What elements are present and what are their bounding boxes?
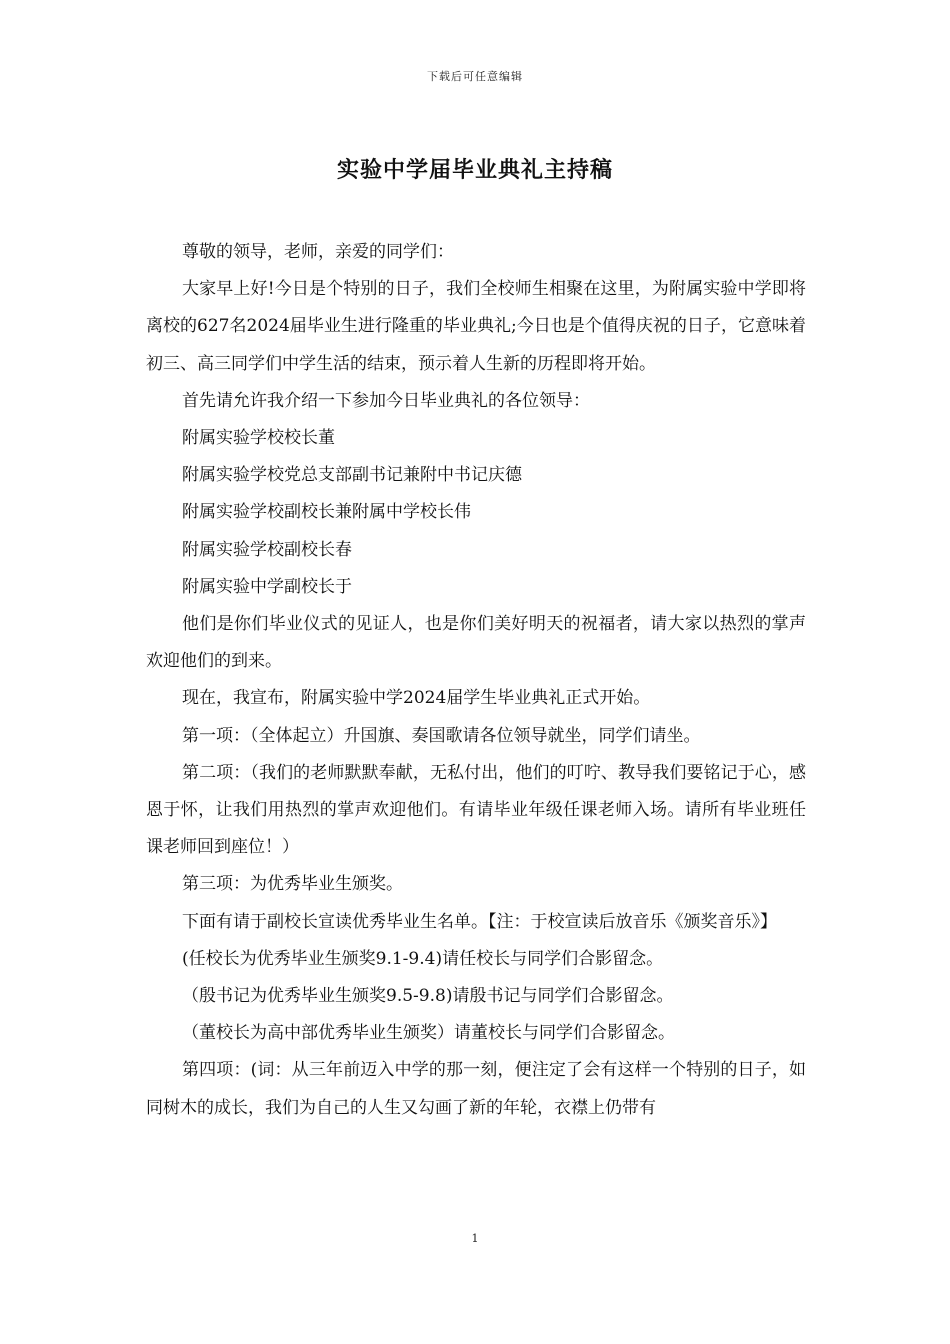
paragraph: 附属实验学校校长董 [182,428,335,449]
paragraph: 附属实验学校副校长春 [182,539,352,560]
paragraph: 第二项：（我们的老师默默奉献，无私付出，他们的叮咛、教导我们要铭记于心，感恩于怀，让我们用热烈的掌声欢迎他们。有请毕业年级任课老师入场。请所有毕业班任课老师回到座位！） [146,762,806,858]
paragraph: （殷书记为优秀毕业生颁奖9.5-9.8)请殷书记与同学们合影留念。 [182,986,674,1007]
page-header-note: 下载后可任意编辑 [427,70,523,83]
paragraph: 第一项：（全体起立）升国旗、奏国歌请各位领导就坐，同学们请坐。 [182,725,701,746]
paragraph: 首先请允许我介绍一下参加今日毕业典礼的各位领导： [182,390,590,411]
paragraph: （董校长为高中部优秀毕业生颁奖）请董校长与同学们合影留念。 [182,1023,675,1044]
paragraph: (任校长为优秀毕业生颁奖9.1-9.4)请任校长与同学们合影留念。 [182,948,664,969]
document-title: 实验中学届毕业典礼主持稿 [336,157,613,183]
paragraph: 大家早上好!今日是个特别的日子，我们全校师生相聚在这里，为附属实验中学即将离校的627名2024届毕业生进行隆重的毕业典礼;今日也是个值得庆祝的日子，它意味着初三、高三同学们中学生活的结束，预示着人生新的历程即将开始。 [146,279,806,374]
paragraph: 下面有请于副校长宣读优秀毕业生名单。【注：于校宣读后放音乐《颁奖音乐》】 [182,911,777,932]
paragraph: 附属实验学校党总支部副书记兼附中书记庆德 [182,465,522,486]
paragraph: 第四项：(词：从三年前迈入中学的那一刻，便注定了会有这样一个特别的日子，如同树木的成长，我们为自己的人生又勾画了新的年轮，衣襟上仍带有 [146,1060,806,1118]
paragraph: 现在，我宣布，附属实验中学2024届学生毕业典礼正式开始。 [182,688,651,709]
paragraph: 第三项：为优秀毕业生颁奖。 [182,874,403,895]
paragraph: 他们是你们毕业仪式的见证人，也是你们美好明天的祝福者，请大家以热烈的掌声欢迎他们的到来。 [146,614,806,672]
paragraph: 尊敬的领导，老师，亲爱的同学们： [182,242,454,262]
document-body [146,234,806,1127]
page-number: 1 [471,1232,479,1245]
paragraph: 附属实验中学副校长于 [182,576,352,597]
paragraph: 附属实验学校副校长兼附属中学校长伟 [182,502,471,523]
